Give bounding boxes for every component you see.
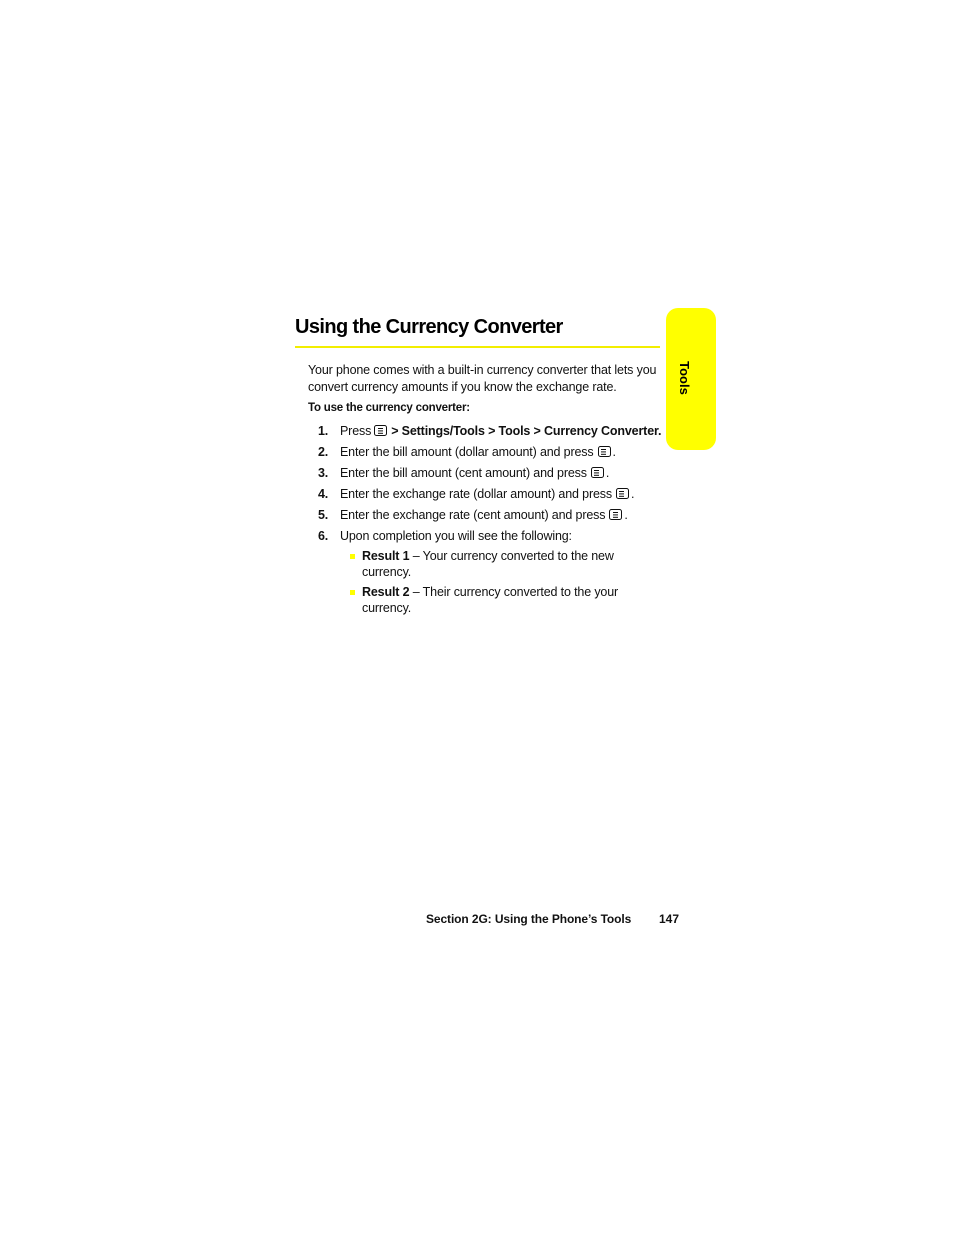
step-1 <box>318 423 661 439</box>
menu-ok-key-icon <box>598 446 611 457</box>
bullet-square-icon <box>350 554 355 559</box>
bullet-text <box>362 584 632 616</box>
step-number: 2. <box>318 445 329 459</box>
step-6 <box>318 528 572 544</box>
step-3 <box>318 465 609 481</box>
side-tab-label: Tools <box>677 361 693 395</box>
title-underline <box>295 346 660 348</box>
menu-path: > Settings/Tools > Tools > Currency Converter. <box>391 424 662 438</box>
step-number: 3. <box>318 466 329 480</box>
step-text: Enter the bill amount (cent amount) and press <box>340 466 587 480</box>
bullet-description: – Their currency converted to the your currency. <box>362 585 619 615</box>
bullet-square-icon <box>350 590 355 595</box>
procedure-heading: To use the currency converter: <box>308 402 470 414</box>
result-2-bullet <box>348 584 648 618</box>
footer-section-title: Section 2G: Using the Phone’s Tools <box>426 912 632 926</box>
bullet-description: – Your currency converted to the new currency. <box>362 549 614 579</box>
step-text-end: . <box>630 487 635 501</box>
menu-ok-key-icon <box>591 467 604 478</box>
step-text-end: . <box>605 466 610 480</box>
step-number: 5. <box>318 508 329 522</box>
step-2 <box>318 444 616 460</box>
step-5 <box>318 507 628 523</box>
step-text: Upon completion you will see the following: <box>340 529 572 543</box>
menu-ok-key-icon <box>374 425 387 436</box>
menu-ok-key-icon <box>609 509 622 520</box>
bullet-text <box>362 548 632 580</box>
page-number: 147 <box>659 912 680 926</box>
step-number: 4. <box>318 487 329 501</box>
step-text: Enter the bill amount (dollar amount) and press <box>340 445 594 459</box>
step-text-end: . <box>624 508 628 522</box>
step-text: Enter the exchange rate (cent amount) and press <box>340 508 606 522</box>
step-number: 6. <box>318 529 329 543</box>
step-4 <box>318 486 634 502</box>
result-1-bullet <box>348 548 648 582</box>
step-number: 1. <box>318 424 329 438</box>
step-text-end: . <box>612 445 616 459</box>
step-text: Enter the exchange rate (dollar amount) and press <box>340 487 612 501</box>
bullet-label: Result 2 <box>362 585 410 599</box>
step-text: Press <box>340 424 372 438</box>
menu-ok-key-icon <box>616 488 629 499</box>
page-title: Using the Currency Converter <box>295 316 563 338</box>
bullet-label: Result 1 <box>362 549 410 563</box>
intro-paragraph: Your phone comes with a built-in currency converter that lets you convert currency amounts if you know the exchange rate. <box>308 363 657 394</box>
